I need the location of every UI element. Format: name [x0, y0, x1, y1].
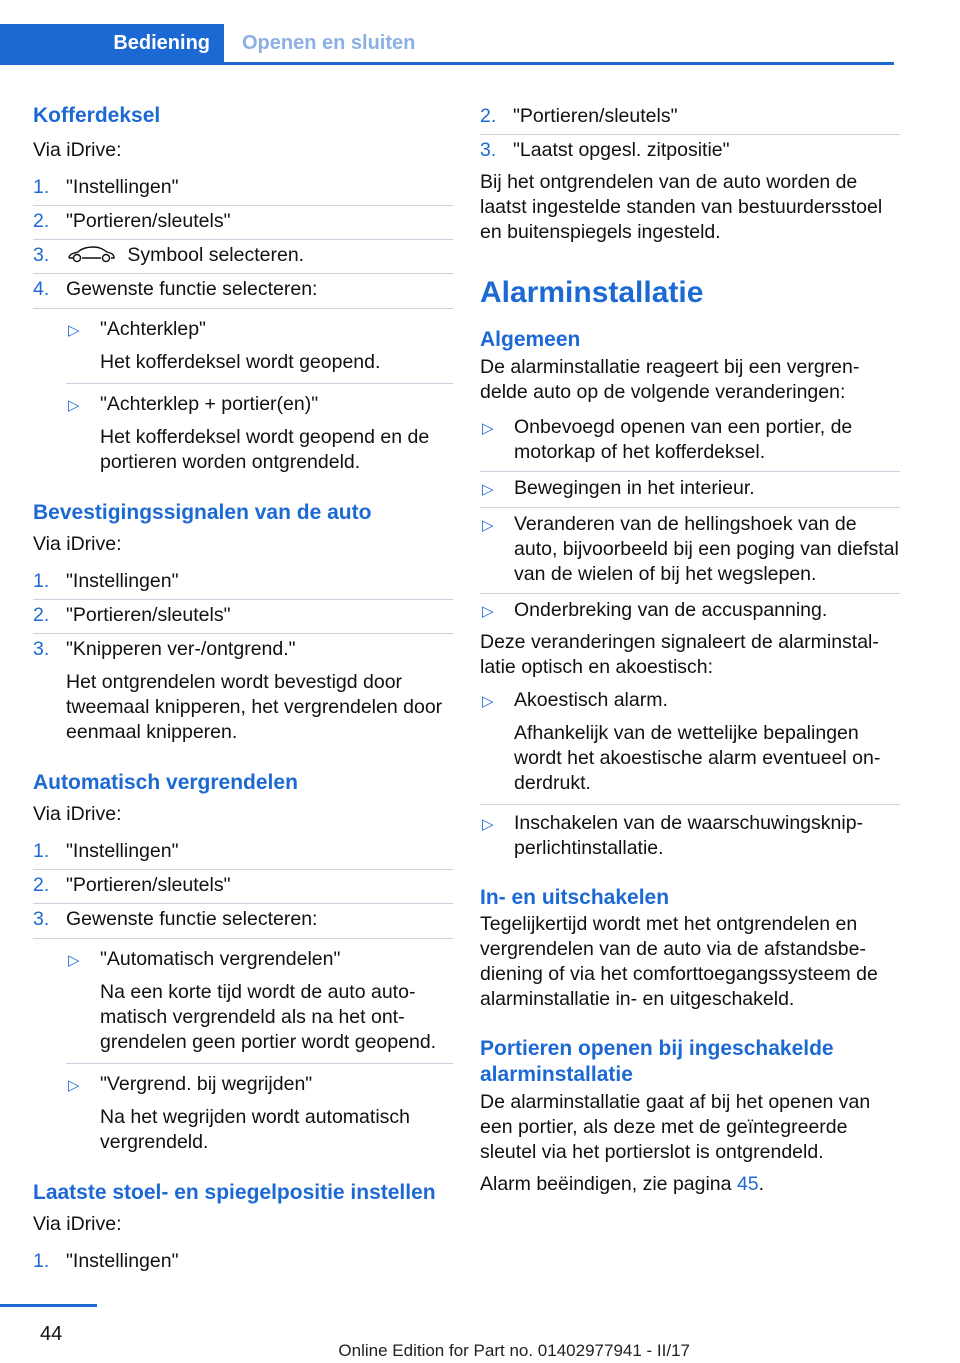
via-idrive: Via iDrive:: [33, 139, 122, 161]
step-number: 3.: [33, 908, 50, 930]
heading-portieren-openen: Portieren openen bij ingeschakelde alarminstallatie: [480, 1037, 834, 1086]
triangle-bullet-icon: ▷: [482, 420, 494, 437]
step-text: "Instellingen": [66, 176, 179, 198]
laatste-steps-continued: [480, 100, 900, 163]
step-number: 2.: [33, 604, 50, 626]
option-desc: Na het wegrijden wordt automatisch vergrendeld.: [100, 1106, 410, 1153]
auto-steps: [33, 839, 453, 1155]
heading-kofferdeksel: Kofferdeksel: [33, 104, 161, 127]
algemeen-list: [480, 415, 900, 623]
list-item: [480, 135, 900, 163]
heading-algemeen: Algemeen: [480, 328, 581, 351]
section-tab[interactable]: Bediening: [0, 24, 224, 62]
step-number: 3.: [33, 638, 50, 660]
car-icon: [66, 244, 116, 264]
portieren-paragraph: De alarminstallatie gaat af bij het openen van een portier, als deze met de geïntegreerde sleutel via het portierslot is ontgrendeld.: [480, 1091, 871, 1163]
step-text: "Instellingen": [66, 1250, 179, 1272]
header-bar: [0, 24, 894, 65]
item-text: Onbevoegd openen van een portier, de motorkap of het kofferdeksel.: [514, 416, 853, 463]
option-title: "Achterklep": [100, 318, 206, 340]
list-item: [33, 569, 453, 600]
triangle-bullet-icon: ▷: [68, 397, 80, 414]
heading-bevestiging: Bevestigingssignalen van de auto: [33, 501, 372, 524]
list-item: [33, 175, 453, 206]
list-item: [480, 805, 900, 861]
list-item: [480, 508, 900, 594]
heading-laatste: Laatste stoel- en spiegelpositie instellen: [33, 1181, 436, 1204]
step-number: 3.: [33, 244, 50, 266]
list-item: [66, 384, 453, 475]
option-title: "Automatisch vergrendelen": [100, 948, 341, 970]
step-text: "Portieren/sleutels": [66, 210, 231, 232]
footer-rule: [0, 1304, 97, 1307]
triangle-bullet-icon: ▷: [482, 816, 494, 833]
list-item: [33, 206, 453, 240]
via-idrive: Via iDrive:: [33, 803, 122, 825]
list-item: [66, 939, 453, 1064]
list-item: [480, 415, 900, 472]
step-number: 4.: [33, 278, 50, 300]
subsection-tab[interactable]: Openen en sluiten: [242, 32, 416, 54]
step-text: "Laatst opgesl. zitpositie": [513, 139, 730, 161]
step-text: Gewenste functie selecteren:: [66, 278, 318, 300]
alarm-end-line: [480, 1172, 900, 1197]
option-title: "Vergrend. bij wegrijden": [100, 1073, 313, 1095]
list-item: [480, 688, 900, 805]
signal-paragraph: Deze veranderingen signaleert de alarminstallatie optisch en akoestisch:: [480, 631, 879, 678]
step-text: Gewenste functie selecteren:: [66, 908, 318, 930]
option-desc: Het kofferdeksel wordt geopend en de portieren worden ontgrendeld.: [100, 426, 430, 473]
triangle-bullet-icon: ▷: [482, 517, 494, 534]
bevestiging-steps: [33, 569, 453, 745]
step-number: 2.: [33, 874, 50, 896]
step-desc: Het ontgrendelen wordt bevestigd door tweemaal knipperen, het vergrendelen door eenmaal knipperen.: [66, 671, 443, 743]
auto-options: [33, 939, 453, 1155]
step-text: "Instellingen": [66, 570, 179, 592]
list-item: [33, 870, 453, 904]
via-idrive: Via iDrive:: [33, 1213, 122, 1235]
triangle-bullet-icon: ▷: [482, 481, 494, 498]
step-text: "Portieren/sleutels": [66, 604, 231, 626]
list-item: [33, 600, 453, 634]
step-number: 1.: [33, 1250, 50, 1272]
edition-note: Online Edition for Part no. 01402977941 - II/17: [338, 1341, 690, 1360]
step-number: 1.: [33, 840, 50, 862]
item-text: Onderbreking van de accuspanning.: [514, 599, 828, 621]
list-item: [33, 839, 453, 870]
via-idrive: Via iDrive:: [33, 533, 122, 555]
page-number: 44: [40, 1323, 63, 1345]
list-item: [66, 1064, 453, 1155]
triangle-bullet-icon: ▷: [68, 1077, 80, 1094]
heading-alarminstallatie: Alarminstallatie: [480, 276, 704, 309]
laatste-paragraph: Bij het ontgrendelen van de auto worden de laatst ingestelde standen van bestuurdersstoel en buitenspiegels ingesteld.: [480, 171, 883, 243]
item-text: Veranderen van de hellingshoek van de auto, bijvoorbeeld bij een poging van diefstal van de wielen of bij het wegslepen.: [514, 513, 899, 585]
step-number: 2.: [33, 210, 50, 232]
list-item: [480, 100, 900, 135]
step-text: "Portieren/sleutels": [513, 105, 678, 127]
heading-automatisch: Automatisch vergrendelen: [33, 771, 298, 794]
list-item: [33, 240, 453, 274]
heading-in-uitschakelen: In- en uitschakelen: [480, 886, 670, 909]
item-title: Akoestisch alarm.: [514, 689, 668, 711]
alarm-end-text: Alarm beëindigen, zie pagina: [480, 1173, 732, 1195]
option-title: "Achterklep + portier(en)": [100, 393, 319, 415]
algemeen-paragraph: De alarminstallatie reageert bij een vergrendelde auto op de volgende veranderingen:: [480, 356, 860, 403]
item-title: Inschakelen van de waarschuwingsknipperlichtinstallatie.: [514, 812, 864, 859]
item-desc: Afhankelijk van de wettelijke bepalingen wordt het akoestische alarm eventueel onderdrukt.: [514, 722, 881, 794]
signal-list: [480, 688, 900, 861]
right-column: [480, 100, 900, 1197]
list-item: [33, 274, 453, 309]
list-item: [33, 904, 453, 939]
step-text: "Knipperen ver-/ontgrend.": [66, 638, 296, 660]
kofferdeksel-steps: [33, 175, 453, 475]
list-item: [66, 309, 453, 384]
triangle-bullet-icon: ▷: [482, 693, 494, 710]
step-number: 1.: [33, 176, 50, 198]
step-number: 3.: [480, 139, 497, 161]
triangle-bullet-icon: ▷: [482, 603, 494, 620]
triangle-bullet-icon: ▷: [68, 322, 80, 339]
list-item: [480, 594, 900, 623]
option-desc: Na een korte tijd wordt de auto automatisch vergrendeld als na het ontgrendelen geen portier wordt geopend.: [100, 981, 437, 1053]
left-column: [33, 100, 453, 1274]
step-text: "Portieren/sleutels": [66, 874, 231, 896]
triangle-bullet-icon: ▷: [68, 952, 80, 969]
step-text: Symbool selecteren.: [127, 244, 305, 266]
step-number: 1.: [33, 570, 50, 592]
page-link[interactable]: 45: [736, 1173, 759, 1195]
option-desc: Het kofferdeksel wordt geopend.: [100, 351, 381, 373]
step-number: 2.: [480, 105, 497, 127]
list-item: [480, 472, 900, 508]
kofferdeksel-options: [33, 309, 453, 475]
inuit-paragraph: Tegelijkertijd wordt met het ontgrendelen en vergrendelen van de auto via de afstandsbediening of via het comforttoegangssysteem de alarminstallatie in- en uitgeschakeld.: [480, 913, 878, 1010]
item-text: Bewegingen in het interieur.: [514, 477, 755, 499]
alarm-end-suffix: .: [758, 1173, 765, 1195]
list-item: [33, 634, 453, 745]
list-item: [33, 1249, 453, 1274]
step-text: "Instellingen": [66, 840, 179, 862]
